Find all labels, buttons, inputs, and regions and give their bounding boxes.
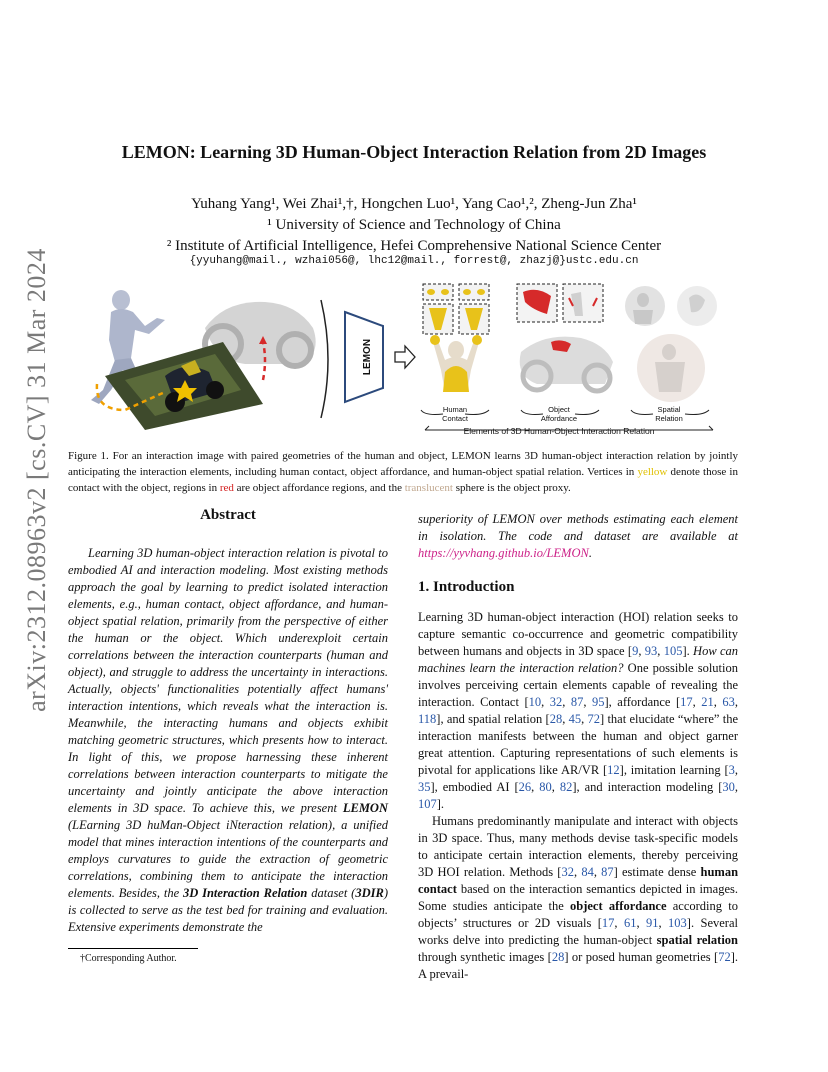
intro-text: ], imitation learning [ xyxy=(619,763,729,777)
caption-text: Figure 1. For an interaction image with paired geometries of the human and object, LEMON learns 3D human-object interaction relation by jointly anticipating the interaction elements, including human contact, object affordance, and human-object spatial relation. Vertices in xyxy=(68,450,738,478)
label-object-affordance-1: Object xyxy=(548,405,570,414)
label-human-contact-1: Human xyxy=(442,405,468,414)
author-emails: {yyuhang@mail., wzhai056@, lhc12@mail., forrest@, zhazj@}ustc.edu.cn xyxy=(189,255,639,267)
intro-text: , xyxy=(541,695,550,709)
intro-text: , xyxy=(692,695,702,709)
abstract-text: (LEarning 3D huMan-Object iNteraction relation), a unified model that mines interaction intentions of the counterparts and employs curvatures to guide the extraction of geometric correlations, combining them to anticipate the interaction elements. Besides, the xyxy=(68,818,388,900)
citation-link[interactable]: 82 xyxy=(559,780,573,794)
abstract-text: . xyxy=(588,546,592,560)
lemon-model-block xyxy=(345,312,383,402)
intro-text: , xyxy=(583,695,592,709)
project-link[interactable]: https://yyvhang.github.io/LEMON xyxy=(418,546,589,560)
arxiv-stamp: arXiv:2312.08963v2 [cs.CV] 31 Mar 2024 xyxy=(22,248,51,712)
citation-link[interactable]: 72 xyxy=(587,712,601,726)
bold-term: object affordance xyxy=(570,899,667,913)
output-arrow-icon xyxy=(395,346,415,368)
intro-paragraph-2 xyxy=(418,813,738,983)
intro-text: ]. Several works delve into predicting the human-object xyxy=(418,916,738,947)
intro-text: ]. xyxy=(436,797,445,811)
intro-text: One possible solution involves perceiving certain elements capable of revealing the interaction. Contact [ xyxy=(418,661,738,709)
figure-caption xyxy=(68,448,738,496)
intro-body xyxy=(418,609,738,983)
intro-text: ]. A prevail- xyxy=(418,950,738,981)
intro-text: ], affordance [ xyxy=(604,695,681,709)
citation-link[interactable]: 87 xyxy=(570,695,584,709)
lemon-label: LEMON xyxy=(362,338,373,376)
object-affordance-panel xyxy=(517,284,613,391)
abstract-continued xyxy=(418,511,738,562)
bold-term: spatial relation xyxy=(656,933,738,947)
caption-text: are object affordance regions, and the xyxy=(233,482,405,494)
intro-text: , xyxy=(593,865,602,879)
abstract-dataset-name: 3D Interaction Relation xyxy=(182,886,308,900)
intro-text: , xyxy=(734,763,738,777)
intro-text: , xyxy=(657,644,664,658)
intro-heading-wrap xyxy=(418,579,738,596)
citation-link[interactable]: 35 xyxy=(418,780,431,794)
citation-link[interactable]: 10 xyxy=(528,695,542,709)
caption-text: denote those in contact with the object, regions in xyxy=(68,466,738,494)
intro-text: ]. xyxy=(682,644,694,658)
intro-text: , xyxy=(734,695,739,709)
citation-link[interactable]: 21 xyxy=(701,695,714,709)
citation-link[interactable]: 28 xyxy=(551,950,565,964)
input-bracket xyxy=(321,300,328,418)
citation-link[interactable]: 63 xyxy=(722,695,735,709)
citation-link[interactable]: 95 xyxy=(591,695,605,709)
intro-text: according to objects’ structures or 2D visuals [ xyxy=(418,899,738,930)
intro-text: , xyxy=(581,712,588,726)
label-human-contact-2: Contact xyxy=(442,414,468,423)
citation-link[interactable]: 91 xyxy=(646,916,659,930)
abstract-dataset-abbr: 3DIR xyxy=(355,886,384,900)
citation-link[interactable]: 84 xyxy=(581,865,594,879)
citation-link[interactable]: 9 xyxy=(632,644,639,658)
citation-link[interactable]: 3 xyxy=(728,763,735,777)
intro-text: , xyxy=(562,695,571,709)
caption-translucent: translucent xyxy=(404,482,453,494)
intro-text: , xyxy=(734,780,739,794)
citation-link[interactable]: 107 xyxy=(418,797,437,811)
citation-link[interactable]: 28 xyxy=(549,712,563,726)
intro-text: , xyxy=(551,780,560,794)
abstract-lemon: LEMON xyxy=(342,801,388,815)
citation-link[interactable]: 93 xyxy=(644,644,658,658)
label-object-affordance-2: Affordance xyxy=(540,414,578,423)
citation-link[interactable]: 103 xyxy=(668,916,687,930)
author-block xyxy=(0,194,828,257)
citation-link[interactable]: 118 xyxy=(418,712,437,726)
citation-link[interactable]: 26 xyxy=(518,780,532,794)
footnote: †Corresponding Author. xyxy=(80,953,177,964)
intro-text: Learning 3D human-object interaction (HOI) relation seeks to capture semantic co-occurrence and geometric compatibility between humans and objects in 3D space [ xyxy=(418,610,738,658)
citation-link[interactable]: 80 xyxy=(539,780,552,794)
citation-link[interactable]: 32 xyxy=(561,865,574,879)
citation-link[interactable]: 72 xyxy=(718,950,731,964)
intro-text: , xyxy=(562,712,569,726)
intro-paragraph-1 xyxy=(418,609,738,813)
intro-text: , xyxy=(638,644,645,658)
citation-link[interactable]: 45 xyxy=(568,712,582,726)
intro-text: ], and spatial relation [ xyxy=(436,712,550,726)
figure-labels xyxy=(421,405,713,436)
intro-text: ], embodied AI [ xyxy=(430,780,519,794)
citation-link[interactable]: 17 xyxy=(601,916,615,930)
intro-text: , xyxy=(658,916,669,930)
intro-text: , xyxy=(573,865,582,879)
intro-text: ], and interaction modeling [ xyxy=(572,780,723,794)
intro-text: , xyxy=(636,916,646,930)
abstract-heading: Abstract xyxy=(200,507,256,523)
citation-link[interactable]: 87 xyxy=(601,865,614,879)
label-spatial-relation-1: Spatial xyxy=(657,405,681,414)
paper-title: LEMON: Learning 3D Human-Object Interaction Relation from 2D Images xyxy=(121,142,707,162)
italic-question: How can machines learn the interaction relation? xyxy=(418,644,739,675)
abstract-heading-wrap xyxy=(68,507,388,524)
label-elements: Elements of 3D Human-Object Interaction Relation xyxy=(463,426,655,436)
abstract-body xyxy=(68,545,388,936)
citation-link[interactable]: 105 xyxy=(663,644,683,658)
intro-text: based on the interaction semantics depicted in images. Some studies anticipate the xyxy=(418,882,738,913)
citation-link[interactable]: 32 xyxy=(549,695,563,709)
intro-text: ] or posed human geometries [ xyxy=(564,950,719,964)
caption-text: sphere is the object proxy. xyxy=(452,482,571,494)
intro-text: , xyxy=(713,695,723,709)
label-spatial-relation-2: Relation xyxy=(655,414,683,423)
abstract-text: superiority of LEMON over methods estimating each element in isolation. The code and dataset are available at xyxy=(418,512,738,543)
abstract-text: ) is collected to serve as the test bed for training and evaluation. Extensive experiments demonstrate the xyxy=(68,886,388,934)
human-contact-panel xyxy=(423,284,489,392)
intro-text: Humans predominantly manipulate and interact with objects in 3D space. Thus, many methods devise task-specific models to anticipate certain interaction elements, thereby perceiving 3D HOI relation. Methods [ xyxy=(418,814,738,879)
abstract-text: dataset ( xyxy=(307,886,356,900)
intro-text: , xyxy=(614,916,624,930)
affiliation-2: ² Institute of Artificial Intelligence, Hefei Comprehensive National Science Center xyxy=(166,238,662,254)
abstract-text: Learning 3D human-object interaction relation is pivotal to embodied AI and interaction modeling. Most existing methods approach the goal by learning to predict isolated interaction elements, e.g., human contact, object affordance, and human-object spatial relation, primarily from the perspective of either the human or the object. Which underexploit certain correlations between the interaction counterparts (human and object), and struggle to address the uncertainty in interactions. Actually, objects' functionalities potentially affect humans' interaction intentions, which reveals what the interaction is. Meanwhile, the interacting humans and objects exhibit matching geometric structures, which presents how to interact. In light of this, we propose harnessing these inherent correlations between interaction counterparts to mitigate the uncertainty and jointly anticipate the above interaction elements in 3D space. To achieve this, we present xyxy=(68,546,388,815)
intro-text: ] that elucidate “where” the interaction manifests between the human and object garner great attention. Capturing representations of such elements is pivotal for applications like AR/VR [ xyxy=(418,712,739,777)
spatial-relation-panel xyxy=(625,286,717,402)
intro-text: , xyxy=(531,780,540,794)
intro-text: through synthetic images [ xyxy=(418,950,552,964)
citation-link[interactable]: 12 xyxy=(607,763,620,777)
caption-yellow: yellow xyxy=(637,466,668,478)
bold-term: human contact xyxy=(418,865,739,896)
citation-link[interactable]: 17 xyxy=(680,695,693,709)
caption-red: red xyxy=(219,482,234,494)
intro-text: ] estimate dense xyxy=(613,865,701,879)
citation-link[interactable]: 61 xyxy=(623,916,637,930)
authors-line: Yuhang Yang¹, Wei Zhai¹,†, Hongchen Luo¹, Yang Cao¹,², Zheng-Jun Zha¹ xyxy=(191,196,637,212)
figure-1 xyxy=(85,280,741,438)
affiliation-1: ¹ University of Science and Technology of China xyxy=(267,217,561,233)
citation-link[interactable]: 30 xyxy=(722,780,735,794)
intro-heading: 1. Introduction xyxy=(418,579,515,595)
footnote-rule xyxy=(68,948,198,949)
